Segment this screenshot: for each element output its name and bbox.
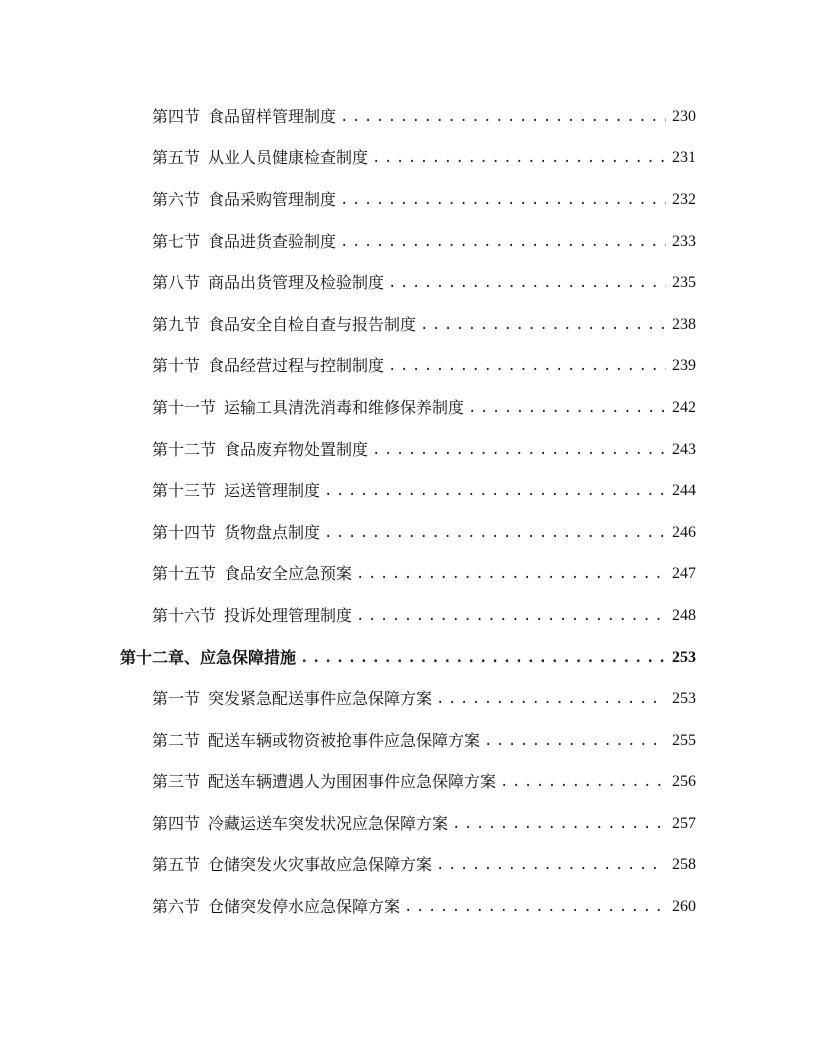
toc-entry-page: 255 — [672, 731, 696, 749]
toc-entry-number: 第四节 — [152, 106, 201, 126]
toc-entry-page: 238 — [672, 315, 696, 333]
toc-entry-title: 仓储突发火灾事故应急保障方案 — [208, 855, 433, 875]
toc-entry-number: 第十三节 — [152, 481, 217, 501]
toc-entry-page: 260 — [672, 898, 696, 916]
toc-entry-title: 食品安全自检自查与报告制度 — [208, 314, 417, 334]
toc-entry-title: 食品采购管理制度 — [208, 189, 337, 209]
toc-chapter-title: 第十二章、应急保障措施 — [120, 647, 297, 667]
toc-dot-leader — [452, 814, 666, 834]
toc-entry-page: 239 — [672, 357, 696, 375]
toc-entry-number: 第一节 — [152, 689, 201, 709]
toc-entry-title: 食品安全应急预案 — [224, 564, 353, 584]
toc-entry-title: 运输工具清洗消毒和维修保养制度 — [224, 397, 465, 417]
toc-entry-section-14[interactable] — [0, 512, 816, 554]
toc-entry-page: 235 — [672, 274, 696, 292]
toc-entry-number: 第九节 — [152, 314, 201, 334]
toc-entry-page: 253 — [672, 648, 696, 666]
toc-entry-section-8[interactable] — [0, 262, 816, 304]
toc-dot-leader — [388, 273, 666, 293]
toc-dot-leader — [372, 440, 666, 460]
toc-entry-page: 256 — [672, 773, 696, 791]
toc-entry-number: 第十四节 — [152, 522, 217, 542]
toc-dot-leader — [404, 897, 666, 917]
toc-entry-section-7[interactable] — [0, 221, 816, 263]
toc-entry-number: 第十二节 — [152, 439, 217, 459]
toc-entry-page: 242 — [672, 398, 696, 416]
toc-entry-section-11[interactable] — [0, 387, 816, 429]
toc-entry-page: 258 — [672, 856, 696, 874]
toc-entry-section-1[interactable] — [0, 678, 816, 720]
toc-dot-leader — [324, 523, 666, 543]
toc-entry-page: 246 — [672, 523, 696, 541]
toc-dot-leader — [500, 772, 666, 792]
toc-entry-title: 食品废弃物处置制度 — [224, 439, 369, 459]
toc-entry-title: 食品留样管理制度 — [208, 106, 337, 126]
toc-entry-title: 冷藏运送车突发状况应急保障方案 — [208, 813, 449, 833]
toc-entry-section-4[interactable] — [0, 96, 816, 138]
toc-dot-leader — [340, 232, 666, 252]
toc-entry-chapter-12[interactable] — [0, 637, 816, 679]
toc-dot-leader — [324, 481, 666, 501]
toc-dot-leader — [356, 606, 666, 626]
toc-entry-page: 232 — [672, 190, 696, 208]
toc-entry-number: 第六节 — [152, 189, 201, 209]
toc-entry-page: 230 — [672, 107, 696, 125]
toc-dot-leader — [356, 564, 666, 584]
toc-entry-number: 第七节 — [152, 231, 201, 251]
toc-dot-leader — [388, 356, 666, 376]
toc-dot-leader — [340, 190, 666, 210]
toc-dot-leader — [436, 689, 666, 709]
toc-entry-page: 243 — [672, 440, 696, 458]
table-of-contents — [0, 96, 816, 928]
toc-entry-page: 244 — [672, 482, 696, 500]
toc-entry-number: 第五节 — [152, 855, 201, 875]
toc-entry-number: 第三节 — [152, 772, 201, 792]
toc-entry-number: 第十节 — [152, 356, 201, 376]
toc-entry-section-2[interactable] — [0, 720, 816, 762]
toc-entry-number: 第十一节 — [152, 397, 217, 417]
toc-entry-section-6b[interactable] — [0, 886, 816, 928]
toc-entry-title: 从业人员健康检查制度 — [208, 148, 369, 168]
toc-entry-number: 第十五节 — [152, 564, 217, 584]
toc-entry-number: 第六节 — [152, 897, 201, 917]
toc-entry-number: 第十六节 — [152, 605, 217, 625]
toc-dot-leader — [436, 855, 666, 875]
toc-entry-section-6[interactable] — [0, 179, 816, 221]
toc-entry-page: 257 — [672, 814, 696, 832]
toc-entry-page: 248 — [672, 606, 696, 624]
toc-entry-section-4b[interactable] — [0, 803, 816, 845]
toc-entry-section-5[interactable] — [0, 138, 816, 180]
toc-entry-section-10[interactable] — [0, 346, 816, 388]
toc-entry-section-5b[interactable] — [0, 845, 816, 887]
toc-entry-title: 配送车辆遭遇人为围困事件应急保障方案 — [208, 772, 497, 792]
toc-entry-title: 突发紧急配送事件应急保障方案 — [208, 689, 433, 709]
toc-entry-title: 仓储突发停水应急保障方案 — [208, 897, 401, 917]
toc-entry-title: 货物盘点制度 — [224, 522, 321, 542]
toc-entry-title: 食品经营过程与控制制度 — [208, 356, 385, 376]
toc-dot-leader — [340, 107, 666, 127]
toc-entry-number: 第二节 — [152, 730, 201, 750]
toc-entry-number: 第四节 — [152, 813, 201, 833]
toc-entry-page: 233 — [672, 232, 696, 250]
toc-entry-page: 253 — [672, 690, 696, 708]
toc-entry-title: 商品出货管理及检验制度 — [208, 273, 385, 293]
toc-entry-page: 231 — [672, 149, 696, 167]
toc-entry-section-16[interactable] — [0, 595, 816, 637]
toc-entry-section-3[interactable] — [0, 762, 816, 804]
toc-dot-leader — [484, 731, 666, 751]
toc-dot-leader — [372, 148, 666, 168]
toc-entry-title: 投诉处理管理制度 — [224, 605, 353, 625]
toc-entry-title: 运送管理制度 — [224, 481, 321, 501]
toc-dot-leader — [420, 315, 666, 335]
toc-entry-page: 247 — [672, 565, 696, 583]
toc-dot-leader — [468, 398, 666, 418]
toc-entry-section-9[interactable] — [0, 304, 816, 346]
toc-entry-number: 第五节 — [152, 148, 201, 168]
toc-dot-leader — [300, 648, 666, 668]
toc-entry-section-15[interactable] — [0, 554, 816, 596]
toc-entry-section-13[interactable] — [0, 470, 816, 512]
toc-entry-section-12[interactable] — [0, 429, 816, 471]
toc-entry-title: 配送车辆或物资被抢事件应急保障方案 — [208, 730, 481, 750]
toc-entry-title: 食品进货查验制度 — [208, 231, 337, 251]
toc-entry-number: 第八节 — [152, 273, 201, 293]
